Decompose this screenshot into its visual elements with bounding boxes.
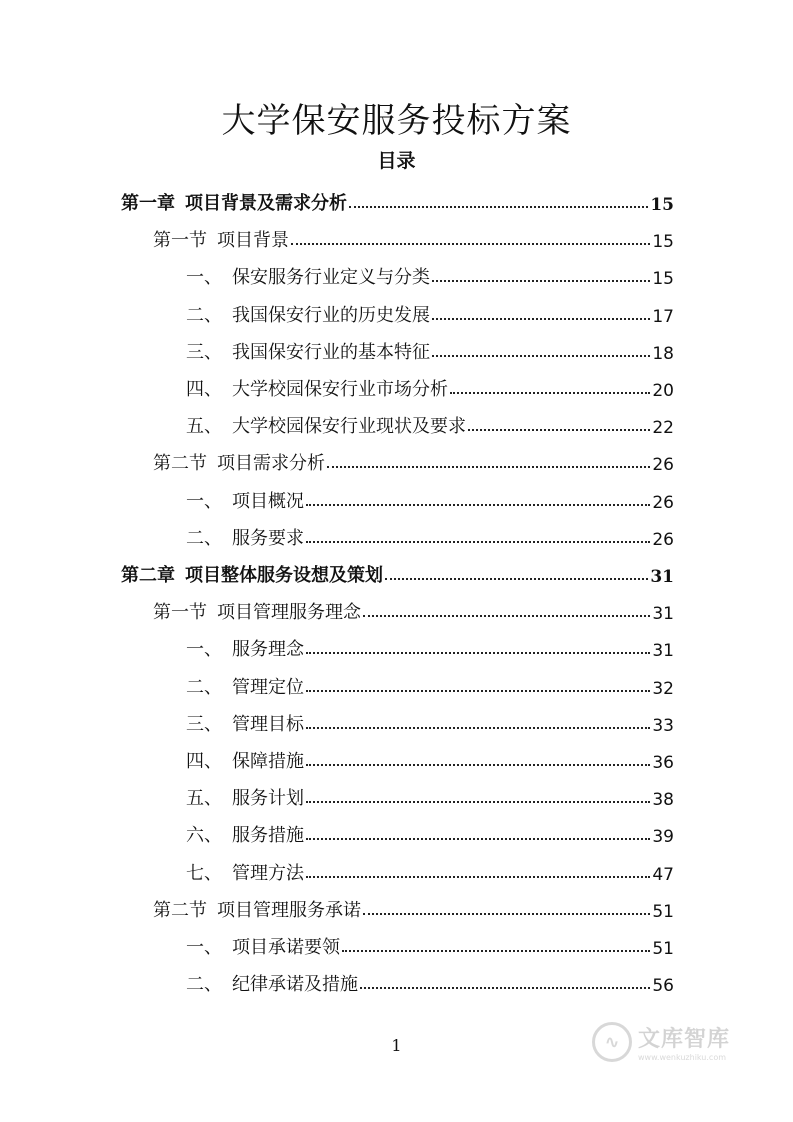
toc-entry-item[interactable] [186,780,674,810]
toc-heading: 目录 [377,150,416,172]
toc-entry-number: 七、 [186,862,222,884]
toc-entry-section[interactable] [153,222,674,252]
toc-entry-section[interactable] [153,892,674,922]
toc-entry-text: 大学校园保安行业市场分析 [232,379,448,400]
toc-entry-text: 我国保安行业的基本特征 [232,341,430,363]
toc-entry-label [153,449,325,475]
toc-entry-label [186,859,304,885]
toc-entry-text: 项目背景 [217,230,289,252]
toc-entry-text: 大学校园保安行业现状及要求 [232,416,466,438]
toc-entry-number: 三、 [186,713,222,735]
toc-entry-number: 第二节 [153,899,207,921]
toc-entry-page: 22 [652,418,674,439]
toc-entry-label [121,189,347,215]
toc-entry-number: 六、 [186,825,222,847]
toc-leader-dots [306,690,650,692]
watermark-text: 文库智库 [638,1027,731,1052]
toc-entry-label [186,338,430,364]
toc-entry-item[interactable] [186,855,674,885]
toc-entry-item[interactable] [186,334,674,364]
toc-entry-number: 第二节 [153,453,207,475]
toc-entry-number: 四、 [186,379,222,400]
toc-entry-item[interactable] [186,371,674,401]
toc-entry-number: 一、 [186,937,222,958]
toc-entry-text: 服务计划 [232,788,304,810]
toc-entry-number: 四、 [186,751,222,772]
toc-entry-page: 18 [652,343,674,364]
toc-entry-label [153,896,361,922]
toc-entry-page: 20 [652,381,674,401]
toc-entry-page: 26 [652,492,674,513]
toc-entry-label [186,524,304,550]
toc-entry-number: 五、 [186,788,222,810]
toc-entry-label [186,821,304,847]
toc-entry-item[interactable] [186,817,674,847]
toc-leader-dots [306,876,650,878]
toc-entry-text: 项目管理服务承诺 [217,899,361,921]
toc-entry-text: 项目概况 [232,490,304,512]
toc-entry-number: 五、 [186,416,222,438]
toc-entry-number: 一、 [186,639,222,661]
toc-entry-text: 纪律承诺及措施 [232,974,358,996]
toc-entry-page: 17 [652,306,674,327]
toc-entry-page: 31 [652,604,674,625]
toc-entry-chapter[interactable] [121,185,674,215]
toc-entry-number: 二、 [186,527,222,549]
toc-leader-dots [306,838,650,840]
toc-entry-item[interactable] [186,929,674,959]
toc-entry-page: 15 [652,269,674,290]
toc-entry-label [186,784,304,810]
toc-entry-text: 项目背景及需求分析 [185,193,347,214]
toc-entry-item[interactable] [186,408,674,438]
toc-leader-dots [342,950,650,952]
toc-entry-chapter[interactable] [121,557,674,587]
watermark [592,1022,730,1062]
toc-entry-page: 15 [652,232,674,253]
toc-leader-dots [363,913,650,915]
toc-entry-page: 51 [652,901,674,922]
toc-entry-text: 我国保安行业的历史发展 [232,304,430,326]
toc-entry-page: 47 [652,864,674,885]
toc-entry-page: 33 [652,715,674,736]
toc-entry-item[interactable] [186,669,674,699]
toc-entry-item[interactable] [186,297,674,327]
toc-entry-number: 三、 [186,341,222,363]
toc-leader-dots [306,541,650,543]
toc-entry-page: 26 [652,455,674,476]
toc-entry-item[interactable] [186,483,674,513]
toc-entry-page: 32 [652,678,674,699]
toc-entry-text: 管理目标 [232,713,304,735]
watermark-logo-icon: ∿ [592,1022,632,1062]
toc-entry-number: 第一节 [153,602,207,624]
toc-leader-dots [432,280,650,282]
toc-entry-section[interactable] [153,594,674,624]
toc-entry-label [186,263,430,289]
toc-leader-dots [306,652,650,654]
toc-entry-label [186,970,358,996]
toc-leader-dots [306,504,650,506]
watermark-url: www.wenkuzhiku.com [638,1053,727,1062]
toc-entry-label [186,673,304,699]
toc-entry-label [186,933,340,959]
toc-entry-text: 服务理念 [232,639,304,661]
toc-leader-dots [306,764,650,766]
toc-entry-number: 一、 [186,490,222,512]
toc-leader-dots [327,466,650,468]
toc-entry-number: 二、 [186,676,222,698]
toc-entry-number: 二、 [186,974,222,996]
page-number: 1 [391,1036,402,1055]
toc-leader-dots [432,355,650,357]
toc-entry-page: 36 [652,753,674,773]
toc-entry-page: 38 [652,790,674,811]
toc-leader-dots [385,578,648,580]
toc-entry-label [186,487,304,513]
toc-entry-label [153,226,289,252]
toc-entry-number: 第一节 [153,230,207,252]
toc-entry-number: 第一章 [121,193,175,214]
toc-entry-page: 26 [652,529,674,550]
toc-leader-dots [360,987,650,989]
toc-entry-number: 二、 [186,304,222,326]
toc-leader-dots [432,318,650,320]
toc-entry-text: 项目整体服务设想及策划 [185,565,383,586]
toc-entry-label [121,561,383,587]
toc-entry-text: 保安服务行业定义与分类 [232,267,430,289]
toc-entry-item[interactable] [186,706,674,736]
toc-entry-item[interactable] [186,966,674,996]
toc-entry-label [153,598,361,624]
toc-entry-page: 56 [652,976,674,997]
toc-leader-dots [450,392,650,394]
toc-entry-item[interactable] [186,520,674,550]
toc-entry-page: 31 [652,641,674,662]
toc-entry-label [186,635,304,661]
toc-entry-text: 项目管理服务理念 [217,602,361,624]
toc-entry-text: 项目需求分析 [217,453,325,475]
toc-entry-text: 服务要求 [232,527,304,549]
toc-entry-item[interactable] [186,259,674,289]
toc-entry-item[interactable] [186,631,674,661]
toc-entry-text: 项目承诺要领 [232,937,340,958]
toc-entry-page: 15 [650,195,674,215]
toc-entry-label [186,412,466,438]
toc-entry-section[interactable] [153,445,674,475]
toc-leader-dots [306,801,650,803]
toc-entry-label [186,710,304,736]
toc-entry-number: 一、 [186,267,222,289]
toc-leader-dots [306,727,650,729]
toc-entry-text: 管理定位 [232,676,304,698]
toc-entry-page: 39 [652,827,674,848]
toc-entry-number: 第二章 [121,565,175,586]
toc-entry-label [186,375,448,401]
toc-entry-text: 管理方法 [232,862,304,884]
toc-leader-dots [291,243,650,245]
toc-entry-item[interactable] [186,743,674,773]
document-title: 大学保安服务投标方案 [221,101,572,141]
toc-entry-text: 服务措施 [232,825,304,847]
toc-entry-page: 31 [650,567,674,587]
toc-entry-label [186,301,430,327]
toc-leader-dots [349,206,648,208]
toc-entry-text: 保障措施 [232,751,304,772]
toc-leader-dots [363,615,650,617]
toc-entry-label [186,747,304,773]
toc-entry-page: 51 [652,939,674,959]
toc-leader-dots [468,429,650,431]
